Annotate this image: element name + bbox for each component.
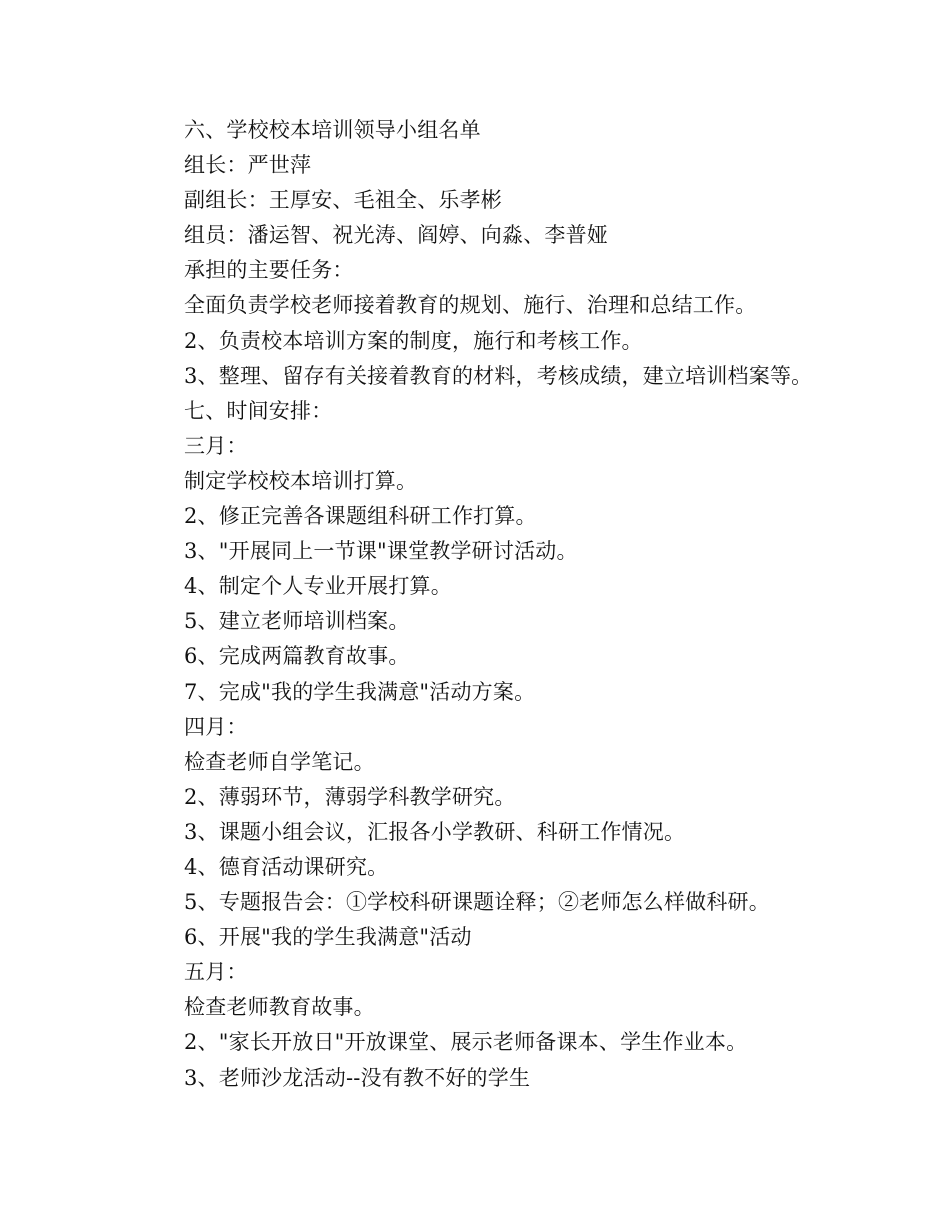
subheading-main-tasks: 承担的主要任务： [184, 258, 354, 283]
text-line: 检查老师教育故事。 [184, 995, 375, 1020]
month-heading-april: 四月： [184, 714, 248, 739]
text-line: 组员：潘运智、祝光涛、阎婷、向淼、李普娅 [184, 223, 608, 248]
text-line: 3、课题小组会议，汇报各小学教研、科研工作情况。 [184, 819, 686, 844]
text-line: 2、"家长开放日"开放课堂、展示老师备课本、学生作业本。 [184, 1030, 748, 1055]
text-line: 副组长：王厚安、毛祖全、乐孝彬 [184, 188, 502, 213]
text-line: 5、专题报告会：①学校科研课题诠释；②老师怎么样做科研。 [184, 890, 770, 915]
text-line: 全面负责学校老师接着教育的规划、施行、治理和总结工作。 [184, 293, 757, 318]
section-heading-leadership-group: 六、学校校本培训领导小组名单 [184, 118, 481, 142]
text-line: 6、完成两篇教育故事。 [184, 644, 410, 669]
section-heading-schedule: 七、时间安排： [184, 398, 333, 423]
text-line: 3、"开展同上一节课"课堂教学研讨活动。 [184, 539, 578, 564]
text-line: 6、开展"我的学生我满意"活动 [184, 925, 472, 950]
text-line: 4、德育活动课研究。 [184, 854, 389, 879]
text-line: 制定学校校本培训打算。 [184, 468, 418, 493]
text-line: 组长：严世萍 [184, 153, 312, 178]
text-line: 检查老师自学笔记。 [184, 749, 375, 774]
text-line: 3、老师沙龙活动--没有教不好的学生 [184, 1065, 531, 1090]
text-line: 7、完成"我的学生我满意"活动方案。 [184, 679, 536, 704]
text-line: 4、制定个人专业开展打算。 [184, 574, 452, 599]
text-line: 2、负责校本培训方案的制度，施行和考核工作。 [184, 328, 643, 353]
text-line: 3、整理、留存有关接着教育的材料，考核成绩，建立培训档案等。 [184, 363, 813, 388]
text-line: 5、建立老师培训档案。 [184, 609, 410, 634]
month-heading-may: 五月： [184, 960, 248, 985]
month-heading-march: 三月： [184, 433, 248, 458]
document-body [184, 113, 924, 1096]
text-line: 2、修正完善各课题组科研工作打算。 [184, 504, 537, 529]
text-line: 2、薄弱环节，薄弱学科教学研究。 [184, 784, 516, 809]
